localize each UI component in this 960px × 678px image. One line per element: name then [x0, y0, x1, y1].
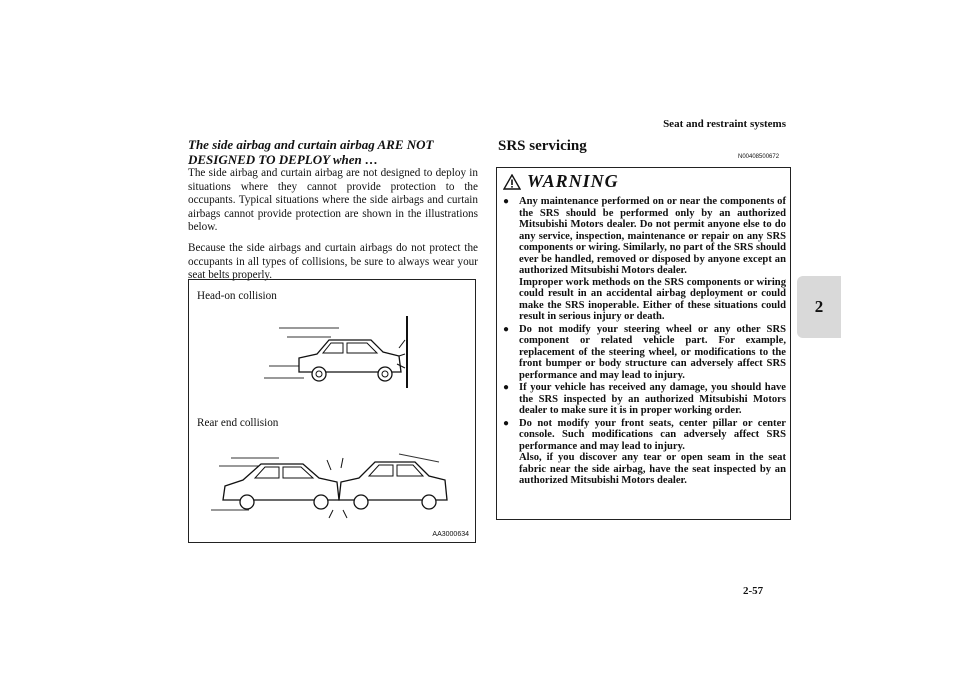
warning-text: Any maintenance performed on or near the components of the SRS should be performed only by an authorized Mitsubishi Motors dealer. Do not permit anyone else to do any service, inspection, maintenance or repair on any SRS components or wiring. Similarly, no part of the SRS should ever be handled, removed or disposed by anyone except an authorized Mitsubishi Motors dealer.: [519, 196, 786, 276]
figure-code: AA3000634: [432, 531, 469, 538]
figure-label-head-on: Head-on collision: [197, 290, 277, 302]
warning-triangle-icon: [503, 174, 521, 190]
warning-item: [503, 196, 786, 323]
bullet-icon: ●: [503, 382, 510, 393]
chapter-tab: [797, 276, 841, 338]
warning-text: Also, if you discover any tear or open seam in the seat fabric near the side airbag, have the seat inspected by an authorized Mitsubishi Motors dealer.: [519, 452, 786, 486]
warning-title: WARNING: [527, 171, 619, 191]
warning-item: [503, 324, 786, 382]
head-on-collision-illustration: [259, 310, 419, 390]
section-code: N00408500672: [738, 154, 780, 160]
illustration-box: [188, 279, 476, 543]
left-column: [188, 137, 478, 290]
warning-text: If your vehicle has received any damage, you should have the SRS inspected by an authorized Mitsubishi Motors dealer to make sure it is in proper working order.: [519, 382, 786, 416]
warning-box: [496, 167, 791, 520]
section-heading: The side airbag and curtain airbag ARE NOT DESIGNED TO DEPLOY when …: [188, 137, 434, 167]
warning-text: Do not modify your front seats, center pillar or center console. Such modifications can adversely affect SRS performance and may lead to injury.: [519, 417, 786, 452]
chapter-number: 2: [814, 297, 824, 316]
body-paragraph: The side airbag and curtain airbag are not designed to deploy in situations where they cannot provide protection to the occupants. Typical situations where the side airbags and curtain airbags cannot provide protection are shown in the illustrations below.: [188, 167, 478, 234]
srs-servicing-heading: SRS servicing: [498, 138, 587, 154]
warning-list: [503, 196, 786, 488]
bullet-icon: ●: [503, 323, 510, 335]
warning-item: [503, 418, 786, 487]
bullet-icon: ●: [503, 196, 510, 207]
bullet-icon: ●: [503, 417, 510, 429]
page-number: 2-57: [743, 585, 764, 597]
figure-label-rear-end: Rear end collision: [197, 417, 279, 429]
warning-item: [503, 382, 786, 417]
warning-text: Improper work methods on the SRS components or wiring could result in an accidental airbag deployment or could make the SRS inoperable. Either of these situations could result in serious injury or death.: [519, 276, 786, 322]
warning-text: Do not modify your steering wheel or any other SRS component or related vehicle part. For example, replacement of the steering wheel, or modifications to the front bumper or body structure can adversely affect SRS performance and may lead to injury.: [519, 323, 786, 381]
warning-header: [503, 171, 619, 192]
rear-end-collision-illustration: [209, 440, 459, 520]
body-paragraph: Because the side airbags and curtain airbags do not protect the occupants in all types of collisions, be sure to always wear your seat belts properly.: [188, 241, 478, 282]
running-header: Seat and restraint systems: [663, 118, 786, 130]
